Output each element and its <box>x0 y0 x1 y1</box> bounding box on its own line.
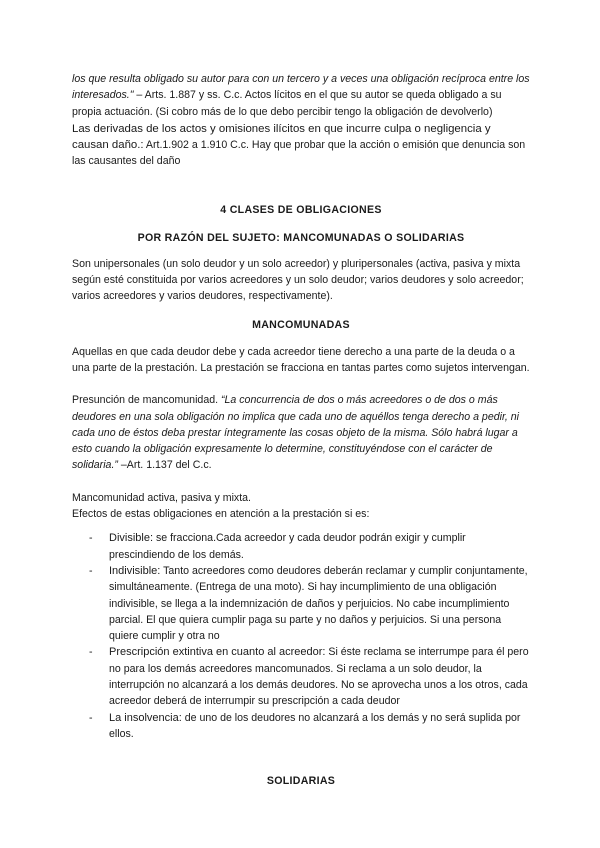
item-term: Prescripción extintiva en cuanto al acreedor: <box>109 646 326 659</box>
presumption-ref: –Art. 1.137 del C.c. <box>117 459 212 472</box>
item-term: Indivisible: <box>109 564 161 577</box>
item-text: Tanto acreedores como deudores deberán reclamar y cumplir conjuntamente, simultáneamente. (Entrega de una moto). Si hay incumplimiento de una obligación indivisible, se llega a la indemnización de daños y perjuicios. No cabe incumplimiento parcial. El que quiera cumplir paga su parte y no daños y perjuicios. Si una persona quiere cumplir y otra no <box>109 564 528 643</box>
illicit-acts-rest: Art.1.902 a 1.910 C.c. Hay que probar que la acción o emisión que denuncia son las causantes del daño <box>72 139 526 168</box>
list-item <box>89 563 530 644</box>
presumption-quote: “La concurrencia de dos o más acreedores o de dos o más deudores en una sola obligación no implica que cada uno de aquéllos tenga derecho a pedir, ni cada uno de éstos deba prestar íntegramente las cosas objeto de la misma. Sólo habrá lugar a esto cuando la obligación expresamente lo determine, constituyéndose con el carácter de solidaria.” <box>72 394 520 472</box>
mancomunadas-definition: Aquellas en que cada deudor debe y cada acreedor tiene derecho a una parte de la deuda o a una parte de la prestación. La prestación se fracciona en tantas partes como sujetos intervengan. <box>72 345 530 374</box>
list-item <box>89 644 530 709</box>
effects-intro: Efectos de estas obligaciones en atención a la prestación si es: <box>72 508 370 521</box>
item-text: Si éste reclama se interrumpe para él pero no para los demás acreedores mancomunados. Si reclama a un solo deudor, la interrupción no alcanzará a los demás deudores. No se aprovecha unos a los otros, cada acreedor deberá de interrumpir su prescripción a cada deudor <box>109 646 529 708</box>
illicit-acts-lead: Las derivadas de los actos y omisiones ilícitos en que incurre culpa o negligencia y causan daño.: <box>72 122 491 152</box>
intro-paragraph <box>72 71 530 120</box>
list-item <box>89 530 530 563</box>
mancomunidad-types: Mancomunidad activa, pasiva y mixta. <box>72 491 251 504</box>
presumption-label: Presunción de mancomunidad. <box>72 394 221 407</box>
section-title: 4 CLASES DE OBLIGACIONES <box>220 203 382 216</box>
list-dash: - <box>89 711 93 724</box>
document-page <box>72 71 530 788</box>
subject-paragraph: Son unipersonales (un solo deudor y un solo acreedor) y pluripersonales (activa, pasiva y mixta según esté constituida por varios acreedores y un solo deudor; varios deudores y solo acreedor; varios acreedores y varios deudores, respectivamente). <box>72 257 524 303</box>
subsection-title: POR RAZÓN DEL SUJETO: MANCOMUNADAS O SOLIDARIAS <box>137 231 465 244</box>
illicit-acts-paragraph <box>72 121 530 170</box>
item-term: La insolvencia: <box>109 711 182 724</box>
item-term: Divisible: <box>109 532 154 545</box>
list-dash: - <box>89 646 93 659</box>
item-text: de uno de los deudores no alcanzará a los demás y no será suplida por ellos. <box>109 711 521 740</box>
list-dash: - <box>89 532 93 545</box>
list-dash: - <box>89 564 93 577</box>
mancomunadas-heading: MANCOMUNADAS <box>252 318 350 331</box>
item-text: se fracciona.Cada acreedor y cada deudor podrán exigir y cumplir prescindiendo de los demás. <box>109 532 466 561</box>
intro-text: – Arts. 1.887 y ss. C.c. Actos lícitos en el que su autor se queda obligado a su propia actuación. (Si cobro más de lo que debo percibir tengo la obligación de devolverlo) <box>72 89 502 118</box>
intro-quote: los que resulta obligado su autor para con un tercero y a veces una obligación recíproca entre los interesados." <box>72 73 530 102</box>
effects-list <box>72 530 530 742</box>
presumption-paragraph <box>72 392 530 473</box>
list-item <box>89 710 530 743</box>
solidarias-heading: SOLIDARIAS <box>266 775 336 788</box>
